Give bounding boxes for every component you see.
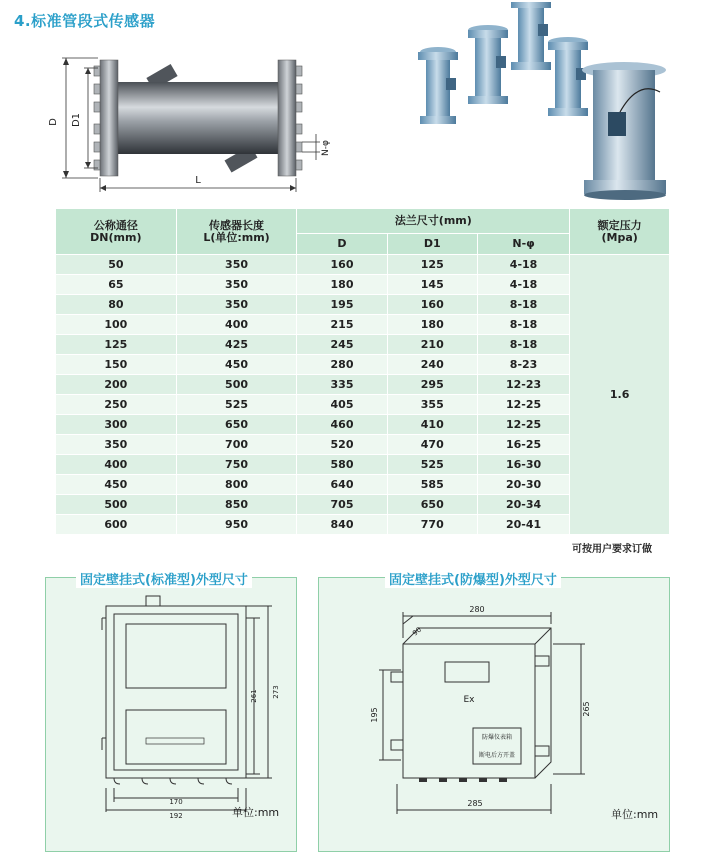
small-sensor-2	[468, 25, 508, 104]
table-cell: 65	[56, 275, 177, 295]
left-flange	[100, 60, 118, 176]
table-cell: 180	[387, 315, 477, 335]
header-d1: D1	[387, 234, 477, 255]
table-cell: 245	[297, 335, 387, 355]
table-cell: 450	[56, 475, 177, 495]
table-cell: 100	[56, 315, 177, 335]
table-cell: 16-30	[477, 455, 569, 475]
header-d: D	[297, 234, 387, 255]
table-cell: 650	[387, 495, 477, 515]
header-flange: 法兰尺寸(mm)	[297, 209, 570, 234]
table-cell: 12-23	[477, 375, 569, 395]
table-cell: 460	[297, 415, 387, 435]
table-cell: 8-18	[477, 335, 569, 355]
table-cell: 12-25	[477, 415, 569, 435]
table-cell: 600	[56, 515, 177, 535]
pressure-value: 1.6	[570, 255, 670, 535]
table-cell: 525	[176, 395, 297, 415]
explosion-proof-panel-title: 固定壁挂式(防爆型)外型尺寸	[385, 569, 561, 588]
header-pressure	[570, 209, 670, 255]
table-cell: 160	[297, 255, 387, 275]
standard-panel-title: 固定壁挂式(标准型)外型尺寸	[76, 569, 252, 588]
dim-265: 265	[582, 701, 591, 717]
table-cell: 425	[176, 335, 297, 355]
table-cell: 20-30	[477, 475, 569, 495]
table-cell: 350	[176, 255, 297, 275]
table-cell: 500	[56, 495, 177, 515]
table-cell: 4-18	[477, 255, 569, 275]
table-cell: 145	[387, 275, 477, 295]
table-cell: 295	[387, 375, 477, 395]
small-sensor-3	[511, 2, 551, 70]
dim-285: 285	[467, 799, 483, 808]
table-cell: 215	[297, 315, 387, 335]
table-cell: 300	[56, 415, 177, 435]
table-cell: 8-23	[477, 355, 569, 375]
table-cell: 20-41	[477, 515, 569, 535]
header-dn-label: 公称通径	[93, 218, 138, 232]
table-cell: 210	[387, 335, 477, 355]
table-cell: 16-25	[477, 435, 569, 455]
dim-192: 192	[169, 812, 183, 820]
table-cell: 770	[387, 515, 477, 535]
spec-table	[55, 208, 670, 535]
table-cell: 500	[176, 375, 297, 395]
header-dn	[56, 209, 177, 255]
table-cell: 150	[56, 355, 177, 375]
table-cell: 125	[387, 255, 477, 275]
label-d: D	[48, 118, 59, 126]
table-cell: 470	[387, 435, 477, 455]
table-cell: 640	[297, 475, 387, 495]
label-d1: D1	[71, 112, 82, 128]
header-length	[176, 209, 297, 255]
small-sensor-4	[548, 37, 588, 116]
pipe-body	[118, 82, 278, 154]
table-cell: 160	[387, 295, 477, 315]
sensor-product-photo	[398, 0, 670, 205]
table-cell: 240	[387, 355, 477, 375]
unit-label-left: 单位:mm	[232, 806, 280, 819]
table-cell: 195	[297, 295, 387, 315]
table-cell: 405	[297, 395, 387, 415]
table-cell: 250	[56, 395, 177, 415]
ex-mark: Ex	[463, 695, 475, 705]
table-cell: 525	[387, 455, 477, 475]
table-row	[56, 255, 670, 275]
table-cell: 750	[176, 455, 297, 475]
table-cell: 350	[176, 295, 297, 315]
explosion-proof-panel	[318, 573, 670, 852]
header-pressure-unit: (Mpa)	[601, 230, 638, 244]
table-cell: 8-18	[477, 295, 569, 315]
page-title: 4.标准管段式传感器	[14, 12, 156, 30]
table-cell: 50	[56, 255, 177, 275]
large-sensor	[582, 62, 666, 200]
table-cell: 520	[297, 435, 387, 455]
table-cell: 705	[297, 495, 387, 515]
header-n: N-φ	[477, 234, 569, 255]
dim-261: 261	[250, 689, 258, 703]
table-cell: 180	[297, 275, 387, 295]
table-cell: 700	[176, 435, 297, 455]
unit-label-right: 单位:mm	[611, 808, 659, 821]
table-cell: 12-25	[477, 395, 569, 415]
table-cell: 350	[56, 435, 177, 455]
table-cell: 850	[176, 495, 297, 515]
dim-273: 273	[272, 685, 280, 699]
table-cell: 4-18	[477, 275, 569, 295]
dim-90: 90	[411, 625, 424, 638]
sensor-dimension-drawing	[40, 40, 340, 200]
custom-order-note: 可按用户要求订做	[572, 544, 652, 555]
header-length-label: 传感器长度	[209, 218, 265, 232]
header-length-unit: L(单位:mm)	[203, 230, 270, 244]
dim-280: 280	[469, 605, 485, 614]
table-cell: 80	[56, 295, 177, 315]
table-cell: 580	[297, 455, 387, 475]
table-cell: 125	[56, 335, 177, 355]
small-sensor-1	[418, 47, 458, 124]
table-cell: 335	[297, 375, 387, 395]
table-cell: 800	[176, 475, 297, 495]
right-flange	[278, 60, 296, 176]
table-cell: 200	[56, 375, 177, 395]
table-cell: 410	[387, 415, 477, 435]
table-cell: 650	[176, 415, 297, 435]
table-cell: 20-34	[477, 495, 569, 515]
dim-170: 170	[169, 798, 183, 806]
table-cell: 585	[387, 475, 477, 495]
table-cell: 950	[176, 515, 297, 535]
table-cell: 400	[176, 315, 297, 335]
table-cell: 400	[56, 455, 177, 475]
plate-line-2: 断电后方开盖	[478, 752, 516, 759]
table-cell: 8-18	[477, 315, 569, 335]
table-cell: 280	[297, 355, 387, 375]
table-cell: 840	[297, 515, 387, 535]
dim-195: 195	[370, 707, 379, 723]
table-cell: 450	[176, 355, 297, 375]
label-l: L	[195, 175, 201, 186]
header-pressure-label: 额定压力	[597, 218, 642, 232]
standard-wallmount-panel	[45, 573, 297, 852]
header-dn-unit: DN(mm)	[90, 230, 142, 244]
table-cell: 350	[176, 275, 297, 295]
label-n-phi: N-φ	[321, 140, 331, 156]
table-cell: 355	[387, 395, 477, 415]
plate-line-1: 防爆仪表箱	[481, 734, 513, 741]
